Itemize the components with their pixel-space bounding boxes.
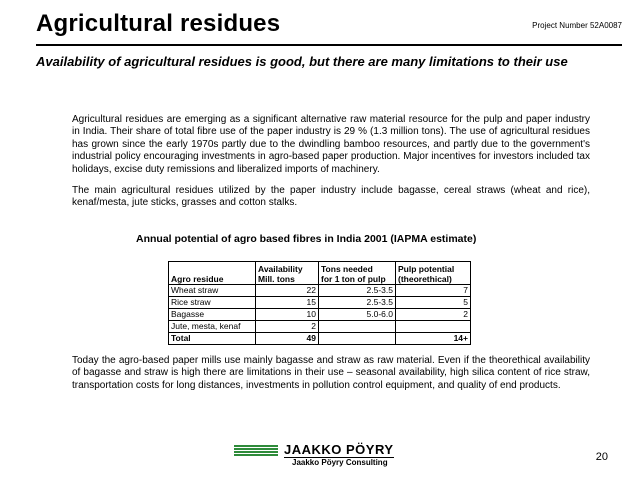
table-caption: Annual potential of agro based fibres in India 2001 (IAPMA estimate) [136,233,477,245]
cell-tons-needed: 2.5-3.5 [319,285,396,297]
header-tons-needed: Tons needed for 1 ton of pulp [319,262,396,285]
cell-potential: 7 [396,285,471,297]
table-row [169,309,471,321]
company-logo [234,440,414,470]
paragraph-intro: Agricultural residues are emerging as a significant alternative raw material resource for the pulp and paper industry in India. Their share of total fibre use of the paper industry is 29 % (1.3 million tons). The use of agricultural residues has grown since the early 1970s partly due to the dwindling bamboo resources, and partly due to the government's industrial policy encouraging investments in agro-based paper production. Major incentives for investors included tax holidays, excise duty remissions and liberalized imports of machinery. [72,114,590,175]
title-divider [36,44,622,46]
cell-residue: Total [169,333,256,345]
cell-availability: 15 [256,297,319,309]
cell-tons-needed [319,321,396,333]
logo-subtitle: Jaakko Pöyry Consulting [292,458,388,467]
cell-potential [396,321,471,333]
cell-availability: 10 [256,309,319,321]
table-row [169,321,471,333]
cell-potential: 14+ [396,333,471,345]
page-number: 20 [595,451,608,463]
cell-tons-needed: 2.5-3.5 [319,297,396,309]
slide-title: Agricultural residues [36,10,281,37]
logo-stripes-icon [234,445,278,456]
header-availability: Availability Mill. tons [256,262,319,285]
cell-residue: Wheat straw [169,285,256,297]
paragraph-limitations: Today the agro-based paper mills use mainly bagasse and straw as raw material. Even if the theorethical availability of bagasse and straw is high there are limitations in their use – seasonal availability, high silica content of rice straw, transportation costs for long distances, investments in pollution control equipment, and quality of end products. [72,355,590,391]
project-number: Project Number 52A0087 [532,21,622,30]
header-pulp-potential: Pulp potential (theorethical) [396,262,471,285]
cell-tons-needed: 5.0-6.0 [319,309,396,321]
cell-residue: Jute, mesta, kenaf [169,321,256,333]
table-row [169,297,471,309]
table-row [169,285,471,297]
header-agro-residue: Agro residue [169,262,256,285]
cell-availability: 2 [256,321,319,333]
cell-residue: Bagasse [169,309,256,321]
slide-subtitle: Availability of agricultural residues is good, but there are many limitations to their use [36,54,568,69]
cell-potential: 2 [396,309,471,321]
cell-availability: 22 [256,285,319,297]
table-header-row [169,262,471,285]
cell-residue: Rice straw [169,297,256,309]
cell-potential: 5 [396,297,471,309]
agro-fibre-table [168,261,471,345]
table-total-row [169,333,471,345]
cell-tons-needed [319,333,396,345]
cell-availability: 49 [256,333,319,345]
logo-name: JAAKKO PÖYRY [284,442,394,457]
paragraph-residue-types: The main agricultural residues utilized by the paper industry include bagasse, cereal straws (wheat and rice), kenaf/mesta, jute sticks, grasses and cotton stalks. [72,185,590,209]
